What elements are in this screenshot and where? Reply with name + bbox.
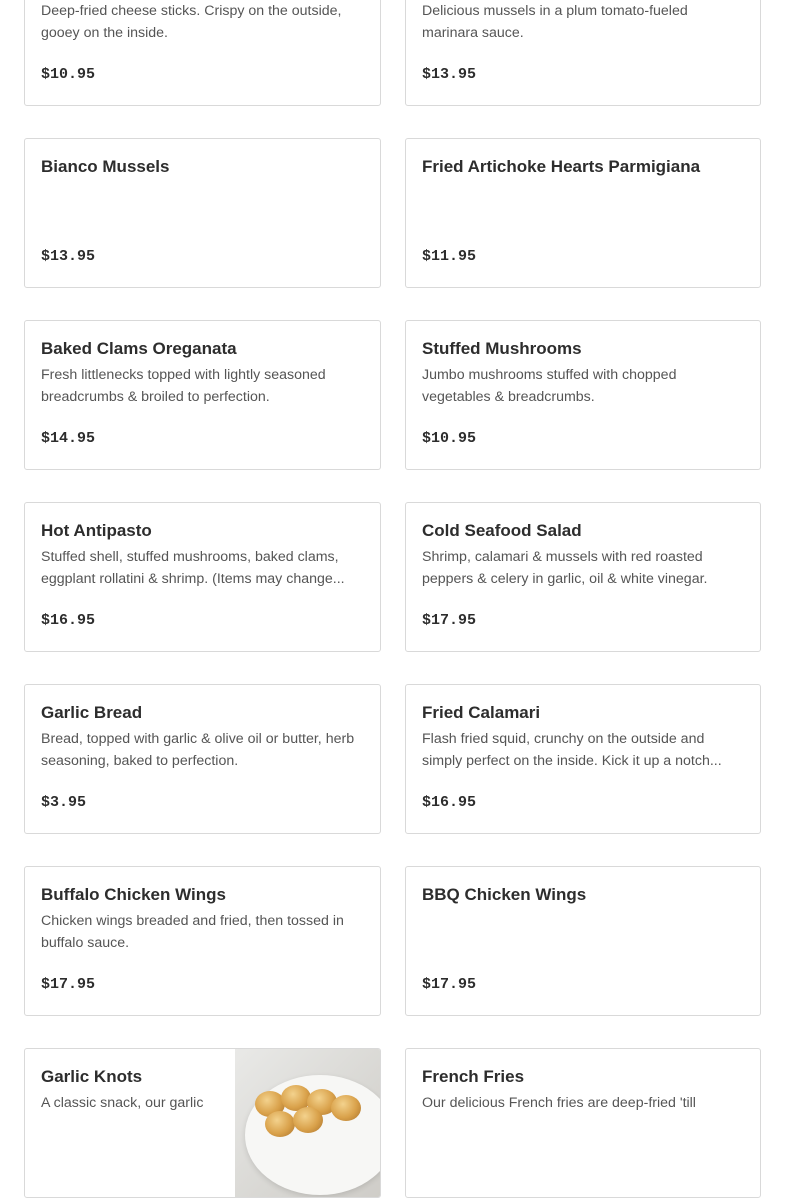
menu-item-card[interactable] [405, 866, 761, 1016]
card-body [41, 1065, 220, 1197]
menu-item-card[interactable] [24, 320, 381, 470]
item-price: $11.95 [422, 248, 477, 265]
item-name: Fried Calamari [422, 703, 541, 722]
card-body [41, 155, 364, 287]
item-description: Stuffed shell, stuffed mushrooms, baked clams, eggplant rollatini & shrimp. (Items may change... [41, 549, 345, 587]
item-name: Garlic Bread [41, 703, 143, 722]
card-body [41, 0, 364, 105]
card-body [41, 701, 364, 833]
card-body [422, 701, 744, 833]
knot-image [265, 1111, 295, 1137]
item-name: Fried Artichoke Hearts Parmigiana [422, 157, 701, 176]
menu-item-card[interactable] [24, 0, 381, 106]
item-description: A classic snack, our garlic [41, 1095, 204, 1111]
item-price: $13.95 [422, 66, 477, 83]
item-description: Our delicious French fries are deep-fried 'till [422, 1095, 696, 1111]
item-price: $17.95 [422, 976, 477, 993]
item-name: Garlic Knots [41, 1067, 143, 1086]
card-body [41, 519, 364, 651]
card-body [422, 0, 744, 105]
item-price: $13.95 [41, 248, 96, 265]
item-name: Baked Clams Oreganata [41, 339, 237, 358]
menu-grid [24, 0, 761, 1198]
item-description: Chicken wings breaded and fried, then tossed in buffalo sauce. [41, 913, 344, 951]
item-description: Flash fried squid, crunchy on the outside and simply perfect on the inside. Kick it up a notch... [422, 731, 722, 769]
menu-item-card[interactable] [405, 320, 761, 470]
menu-item-card[interactable] [24, 138, 381, 288]
card-body [422, 337, 744, 469]
item-price: $10.95 [422, 430, 477, 447]
item-name: Cold Seafood Salad [422, 521, 582, 540]
menu-item-card[interactable] [405, 138, 761, 288]
item-description: Fresh littlenecks topped with lightly seasoned breadcrumbs & broiled to perfection. [41, 367, 326, 405]
card-body [41, 337, 364, 469]
item-description: Deep-fried cheese sticks. Crispy on the outside, gooey on the inside. [41, 3, 342, 41]
item-description: Shrimp, calamari & mussels with red roasted peppers & celery in garlic, oil & white vinegar. [422, 549, 708, 587]
item-price: $17.95 [422, 612, 477, 629]
menu-item-card[interactable] [405, 1048, 761, 1198]
item-name: Hot Antipasto [41, 521, 152, 540]
menu-item-card[interactable] [405, 502, 761, 652]
item-price: $16.95 [41, 612, 96, 629]
menu-item-card[interactable] [24, 502, 381, 652]
knot-image [331, 1095, 361, 1121]
item-description [41, 182, 364, 226]
item-price: $14.95 [41, 430, 96, 447]
item-name: Bianco Mussels [41, 157, 170, 176]
item-name: BBQ Chicken Wings [422, 885, 587, 904]
menu-item-card[interactable] [405, 684, 761, 834]
item-name: French Fries [422, 1067, 525, 1086]
item-price: $16.95 [422, 794, 477, 811]
item-name: Buffalo Chicken Wings [41, 885, 226, 904]
item-description: Bread, topped with garlic & olive oil or butter, herb seasoning, baked to perfection. [41, 731, 355, 769]
card-body [422, 155, 744, 287]
menu-item-card[interactable] [24, 684, 381, 834]
menu-item-card[interactable] [24, 1048, 381, 1198]
card-body [41, 883, 364, 1015]
garlic-knots-photo [235, 1049, 380, 1197]
item-price: $3.95 [41, 794, 87, 811]
card-body [422, 1065, 744, 1197]
item-description: Delicious mussels in a plum tomato-fueled marinara sauce. [422, 3, 688, 41]
item-description: Jumbo mushrooms stuffed with chopped vegetables & breadcrumbs. [422, 367, 677, 405]
card-body [422, 883, 744, 1015]
item-name: Stuffed Mushrooms [422, 339, 582, 358]
card-body [422, 519, 744, 651]
item-description [422, 910, 744, 954]
item-description [422, 182, 744, 226]
item-price: $10.95 [41, 66, 96, 83]
menu-item-card[interactable] [405, 0, 761, 106]
item-price: $17.95 [41, 976, 96, 993]
menu-item-card[interactable] [24, 866, 381, 1016]
knot-image [293, 1107, 323, 1133]
